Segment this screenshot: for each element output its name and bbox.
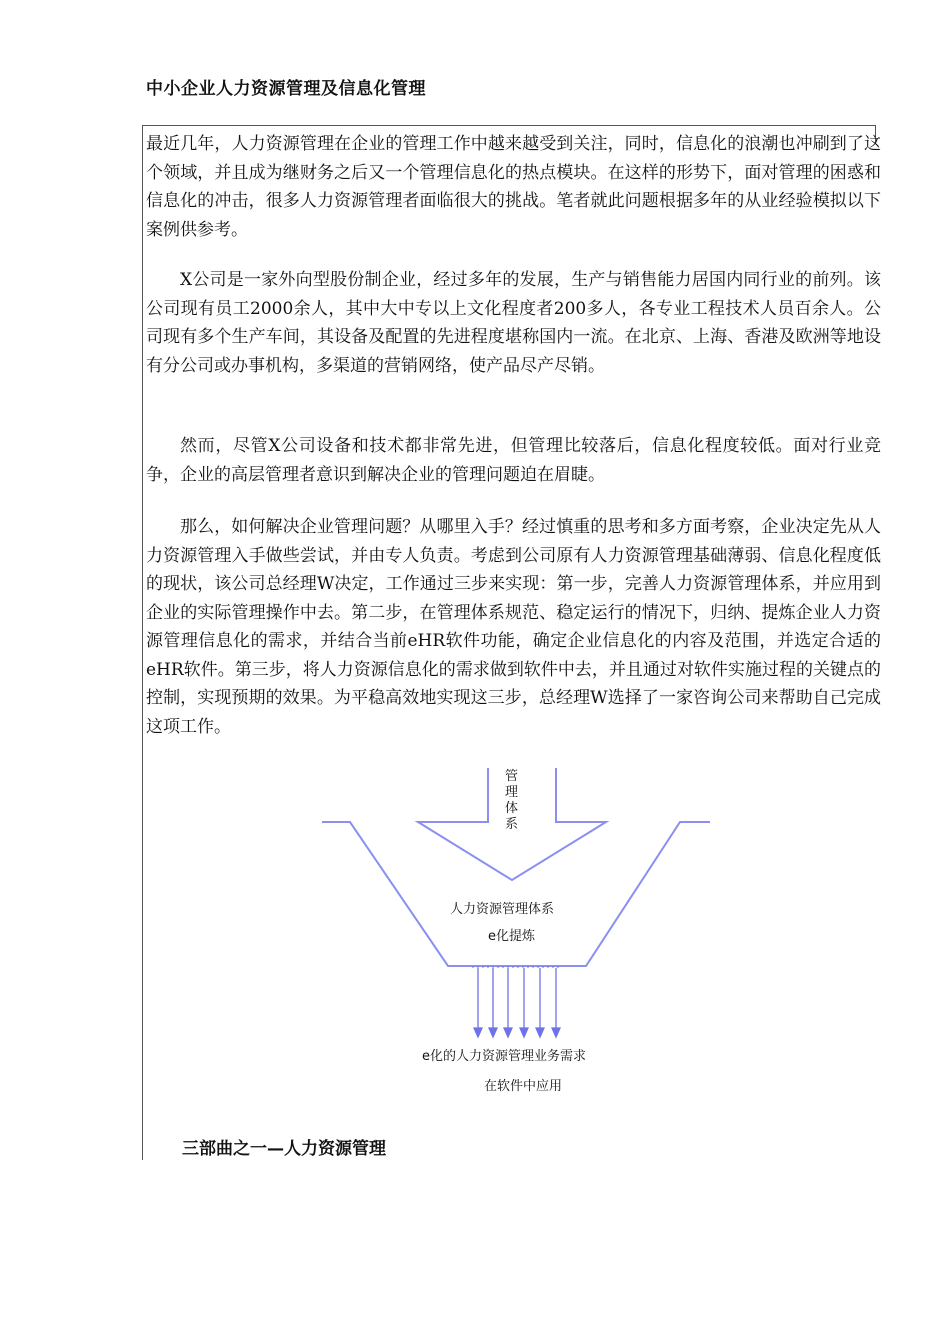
arrow-label-char-4: 系: [505, 817, 519, 832]
arrow-label-char-1: 管: [505, 769, 519, 784]
paragraph-management-problem: 然而，尽管X公司设备和技术都非常先进，但管理比较落后，信息化程度较低。面对行业竞争，企业的高层管理者意识到解决企业的管理问题迫在眉睫。: [146, 436, 881, 485]
output-arrowhead-3: [504, 1028, 512, 1037]
paragraph-three-steps: 那么，如何解决企业管理问题？从哪里入手？经过慎重的思考和多方面考察，企业决定先从人力资源管理入手做些尝试，并由专人负责。考虑到公司原有人力资源管理基础薄弱、信息化程度低的现状，该公司总经理W决定，工作通过三步来实现：第一步，完善人力资源管理体系，并应用到企业的实际管理操作中去。第二步，在管理体系规范、稳定运行的情况下，归纳、提炼企业人力资源管理信息化的需求，并结合当前eHR软件功能，确定企业信息化的内容及范围，并选定合适的eHR软件。第三步，将人力资源信息化的需求做到软件中去，并且通过对软件实施过程的关键点的控制，实现预期的效果。为平稳高效地实现这三步，总经理W选择了一家咨询公司来帮助自己完成这项工作。: [146, 517, 881, 737]
document-title: 中小企业人力资源管理及信息化管理: [146, 79, 426, 99]
arrow-label-char-2: 理: [505, 785, 519, 800]
output-arrowhead-5: [536, 1028, 544, 1037]
output-label-requirements: e化的人力资源管理业务需求: [422, 1049, 586, 1064]
funnel-label-refine: e化提炼: [488, 929, 535, 944]
output-arrows: [474, 968, 560, 1037]
hr-funnel-diagram: [300, 760, 720, 1100]
output-arrowhead-4: [520, 1028, 528, 1037]
output-label-application: 在软件中应用: [484, 1079, 563, 1094]
output-arrowhead-6: [552, 1028, 560, 1037]
funnel-outline: [322, 822, 710, 966]
arrow-label-char-3: 体: [505, 801, 519, 816]
frame-left-border: [142, 125, 143, 1160]
frame-top-border: [142, 125, 876, 126]
paragraph-intro: 最近几年，人力资源管理在企业的管理工作中越来越受到关注，同时，信息化的浪潮也冲刷到了这个领域，并且成为继财务之后又一个管理信息化的热点模块。在这样的形势下，面对管理的困惑和信息化的冲击，很多人力资源管理者面临很大的挑战。笔者就此问题根据多年的从业经验模拟以下案例供参考。: [146, 134, 881, 240]
output-arrowhead-2: [489, 1028, 497, 1037]
output-arrowhead-1: [474, 1028, 482, 1037]
funnel-label-system: 人力资源管理体系: [450, 902, 555, 917]
paragraph-company-profile: X公司是一家外向型股份制企业，经过多年的发展，生产与销售能力居国内同行业的前列。该公司现有员工2000余人，其中大中专以上文化程度者200多人，各专业工程技术人员百余人。公司现有多个生产车间，其设备及配置的先进程度堪称国内一流。在北京、上海、香港及欧洲等地设有分公司或办事机构，多渠道的营销网络，使产品尽产尽销。: [146, 270, 881, 376]
section-title: 三部曲之一—人力资源管理: [182, 1139, 386, 1159]
